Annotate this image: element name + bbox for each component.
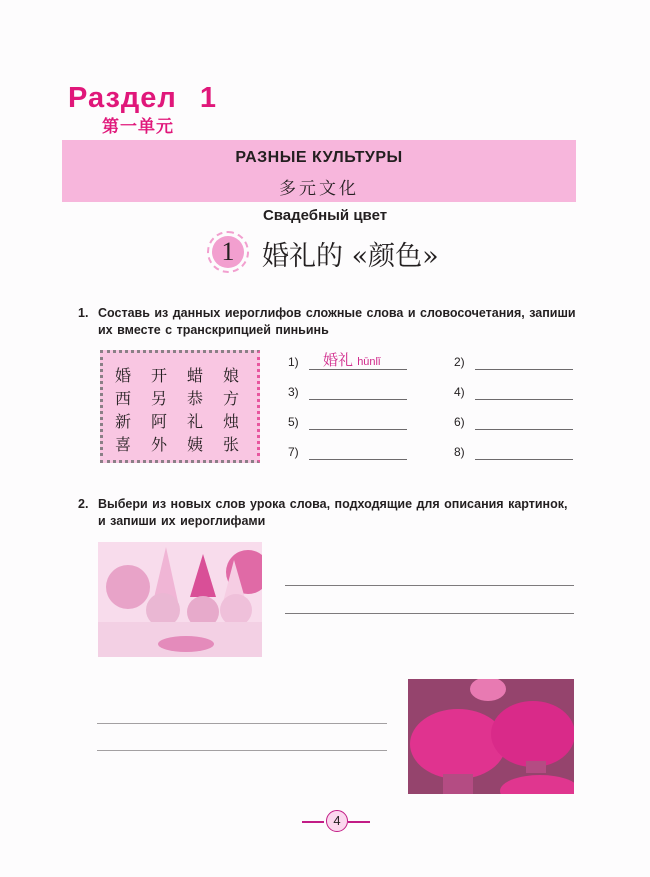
section-title-cn: 第一单元	[102, 117, 174, 137]
page-number: 4	[326, 810, 348, 832]
hanzi-grid	[115, 363, 259, 455]
task-number: 1.	[78, 306, 89, 320]
write-line[interactable]	[97, 750, 387, 751]
hanzi: 蜡	[187, 366, 204, 385]
hanzi: 恭	[187, 389, 204, 408]
answer-line[interactable]	[309, 399, 407, 400]
answer-label: 5)	[288, 415, 299, 429]
pager-line-left	[302, 821, 324, 823]
hanzi: 婚	[115, 366, 132, 385]
answer-label: 7)	[288, 445, 299, 459]
answer-line[interactable]	[309, 429, 407, 430]
answer-label: 2)	[454, 355, 465, 369]
hanzi: 阿	[151, 412, 168, 431]
write-line[interactable]	[285, 585, 574, 586]
lanterns-illustration	[408, 679, 574, 794]
task-number: 2.	[78, 497, 89, 511]
lesson-title-ru: Свадебный цвет	[262, 207, 388, 224]
write-line[interactable]	[97, 723, 387, 724]
birthday-party-photo	[98, 542, 262, 657]
answer-label: 4)	[454, 385, 465, 399]
section-title: Раздел 1	[68, 82, 218, 114]
hanzi: 礼	[187, 412, 204, 431]
answer-line[interactable]	[309, 459, 407, 460]
unit-banner	[62, 140, 576, 202]
task-2-instruction	[78, 496, 578, 530]
lanterns-photo	[408, 679, 574, 794]
write-line[interactable]	[285, 613, 574, 614]
answer-label: 3)	[288, 385, 299, 399]
hanzi: 娘	[223, 366, 240, 385]
answer-line[interactable]	[475, 429, 573, 430]
hanzi: 烛	[223, 412, 240, 431]
lesson-number: 1	[212, 236, 244, 268]
lesson-number-badge	[207, 231, 249, 273]
task-text: Составь из данных иероглифов сложные слова и словосочетания, запиши их вместе с транскрипцией пиньинь	[98, 306, 576, 337]
page-number-indicator	[302, 810, 372, 832]
answer-line[interactable]	[309, 369, 407, 370]
sample-answer-cn: 婚礼	[323, 352, 354, 369]
hanzi: 喜	[115, 435, 132, 454]
task-text: Выбери из новых слов урока слова, подходящие для описания картинок, и запиши их иероглифами	[98, 497, 568, 528]
sample-answer-pinyin: hūnlǐ	[357, 356, 381, 368]
sample-answer	[323, 349, 380, 370]
answer-line[interactable]	[475, 399, 573, 400]
hanzi: 新	[115, 412, 132, 431]
answer-label: 6)	[454, 415, 465, 429]
hanzi: 另	[151, 389, 168, 408]
banner-title-cn: 多元文化	[279, 179, 359, 199]
answer-line[interactable]	[475, 459, 573, 460]
task-1-instruction	[78, 305, 578, 339]
banner-title-ru: РАЗНЫЕ КУЛЬТУРЫ	[235, 149, 403, 166]
lesson-title-cn: 婚礼的 «颜色»	[262, 241, 439, 272]
answer-label: 1)	[288, 355, 299, 369]
hanzi: 方	[223, 389, 240, 408]
pager-line-right	[348, 821, 370, 823]
answer-label: 8)	[454, 445, 465, 459]
hanzi-box	[100, 350, 260, 463]
hanzi: 西	[115, 389, 132, 408]
hanzi: 姨	[187, 435, 204, 454]
hanzi: 外	[151, 435, 168, 454]
hanzi: 张	[223, 435, 240, 454]
hanzi: 开	[151, 366, 168, 385]
party-illustration	[98, 542, 262, 657]
answer-line[interactable]	[475, 369, 573, 370]
